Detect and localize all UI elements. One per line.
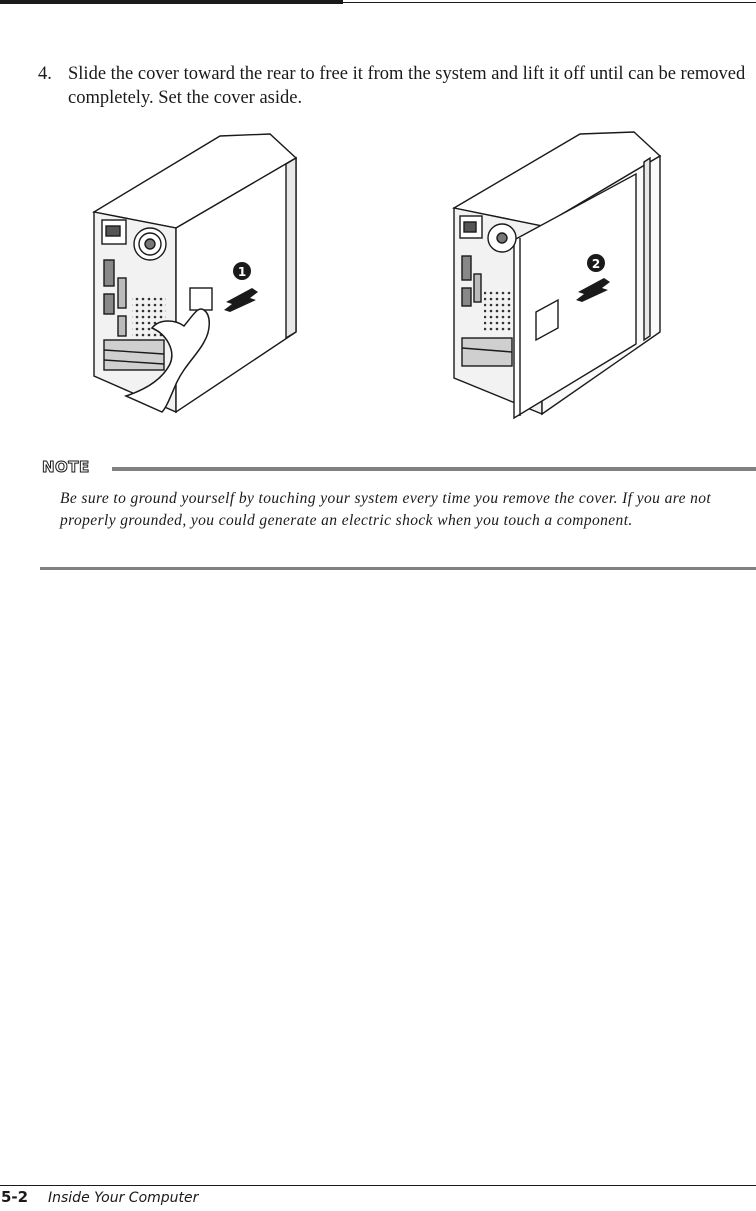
page-number: 5-2 bbox=[1, 1188, 29, 1206]
header-rule-thin bbox=[343, 2, 756, 3]
chapter-title: Inside Your Computer bbox=[48, 1190, 199, 1206]
tower-left-illustration bbox=[94, 134, 296, 412]
callout-2-label: 2 bbox=[591, 257, 601, 271]
footer-rule bbox=[0, 1185, 756, 1186]
step-text: Slide the cover toward the rear to free it from the system and lift it off until can be removed completely. Set the cover aside. bbox=[68, 64, 746, 108]
note-top-rule bbox=[112, 467, 756, 471]
callout-1-label: 1 bbox=[237, 265, 247, 279]
header-rule-thick bbox=[0, 0, 343, 4]
note-body: Be sure to ground yourself by touching your system every time you remove the cover. If you are not properly grounded, you could generate an electric shock when you touch a component. bbox=[60, 490, 712, 529]
step-number: 4. bbox=[38, 64, 52, 84]
note-label: NOTE bbox=[42, 458, 90, 476]
note-bottom-rule bbox=[40, 567, 756, 570]
cover-removal-figure bbox=[80, 128, 680, 428]
tower-right-illustration bbox=[454, 132, 660, 418]
